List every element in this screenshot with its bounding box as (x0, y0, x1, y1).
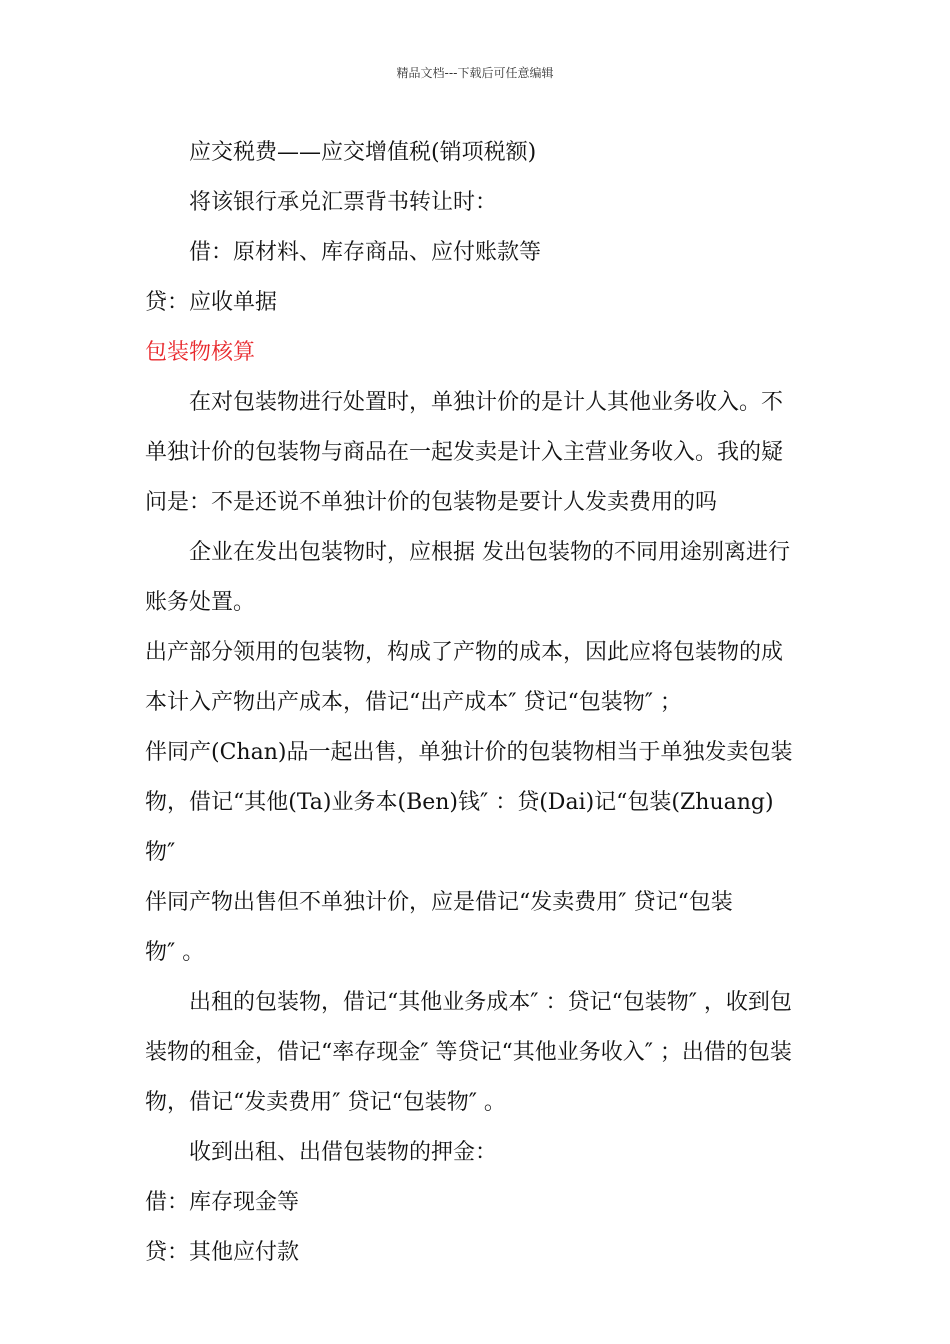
section-heading: 包装物核算 (145, 340, 256, 365)
paragraph: 伴同产(Chan)品一起出售，单独计价的包装物相当于单独发卖包装物，借记“其他(Ta)业务本(Ben)钱″ ：贷(Dai)记“包装(Zhuang)物″ (145, 740, 793, 865)
paragraph: 贷：其他应付款 (145, 1240, 300, 1265)
paragraph: 企业在发出包装物时，应根据 发出包装物的不同用途别离进行账务处置。 (145, 540, 790, 615)
paragraph: 应交税费——应交增值税(销项税额) (189, 140, 537, 165)
document-body (145, 128, 805, 1278)
paragraph: 出产部分领用的包装物，构成了产物的成本，因此应将包装物的成本计入产物出产成本，借记“出产成本″ 贷记“包装物″ ； (145, 640, 784, 715)
paragraph: 伴同产物出售但不单独计价，应是借记“发卖费用″ 贷记“包装物″ 。 (145, 890, 733, 965)
paragraph: 在对包装物进行处置时，单独计价的是计人其他业务收入。不单独计价的包装物与商品在一起发卖是计入主营业务收入。我的疑问是：不是还说不单独计价的包装物是要计人发卖费用的吗 (145, 390, 784, 515)
paragraph: 贷：应收单据 (145, 290, 278, 315)
paragraph: 将该银行承兑汇票背书转让时： (189, 190, 498, 215)
paragraph: 出租的包装物，借记“其他业务成本″ ：贷记“包装物″ ，收到包装物的租金，借记“率存现金″ 等贷记“其他业务收入″ ；出借的包装物，借记“发卖费用″ 贷记“包装物″ 。 (145, 990, 792, 1115)
paragraph: 借：原材料、库存商品、应付账款等 (189, 240, 542, 265)
paragraph: 借：库存现金等 (145, 1190, 300, 1215)
paragraph: 收到出租、出借包装物的押金： (189, 1140, 498, 1165)
page-header: 精品文档---下载后可任意编辑 (396, 66, 554, 80)
